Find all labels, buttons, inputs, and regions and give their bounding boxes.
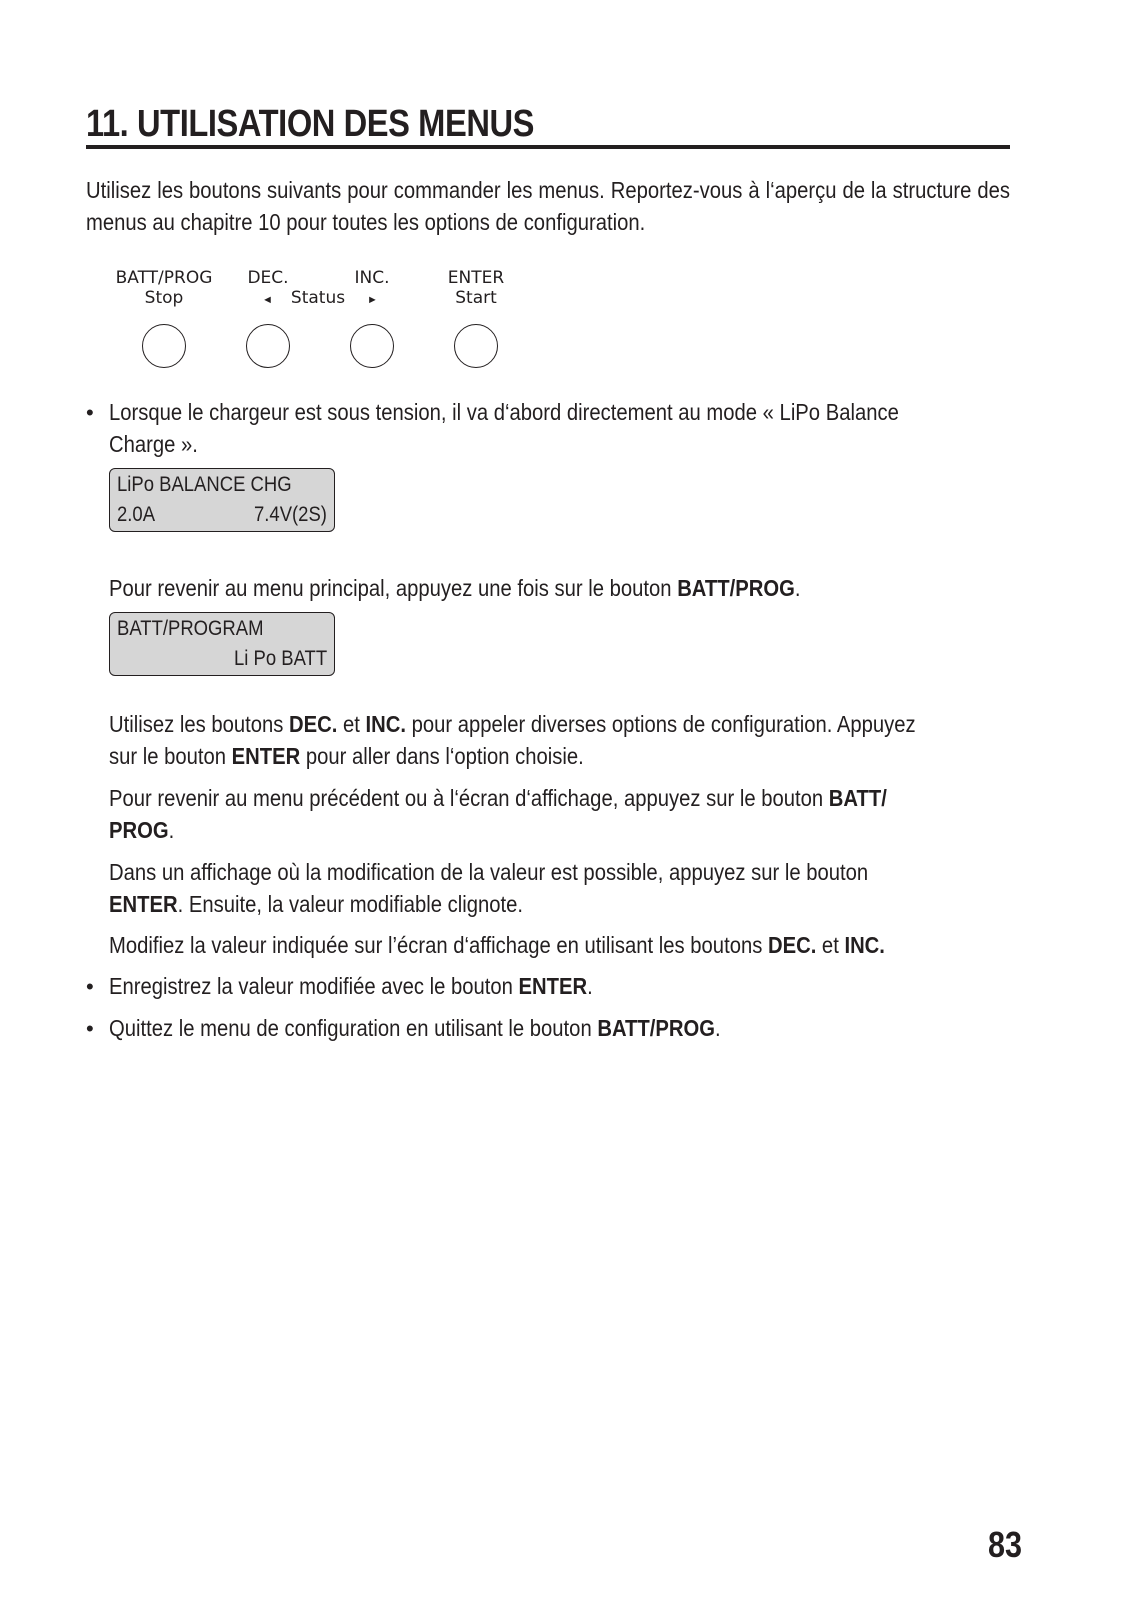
text-run-bold: INC. bbox=[365, 711, 406, 737]
lcd-line1: LiPo BALANCE CHG bbox=[117, 473, 292, 496]
paragraph-power-on bbox=[109, 396, 1007, 460]
text-run-bold: DEC. bbox=[289, 711, 338, 737]
paragraph-modify-value bbox=[109, 856, 1007, 920]
text-run: et bbox=[816, 932, 845, 958]
text-run: . bbox=[715, 1015, 721, 1041]
arrow-right-icon: ► bbox=[367, 294, 378, 306]
text-run: Pour revenir au menu principal, appuyez une fois sur le bouton bbox=[109, 575, 678, 601]
dec-button[interactable] bbox=[246, 324, 290, 368]
text-run: Dans un affichage où la modification de la valeur est possible, appuyez sur le bouton bbox=[109, 859, 869, 885]
inc-button[interactable] bbox=[350, 324, 394, 368]
paragraph-line: Charge ». bbox=[109, 431, 198, 457]
enter-button[interactable] bbox=[454, 324, 498, 368]
text-run: . bbox=[587, 973, 593, 999]
bullet: • bbox=[86, 974, 94, 999]
text-run: Modifiez la valeur indiquée sur l’écran d‘affichage en utilisant les boutons bbox=[109, 932, 768, 958]
text-run: Utilisez les boutons bbox=[109, 711, 290, 737]
text-run-bold: ENTER bbox=[231, 743, 301, 769]
text-run: pour appeler diverses options de configuration. Appuyez bbox=[405, 711, 916, 737]
text-run-bold: INC. bbox=[844, 932, 885, 958]
start-label: Start bbox=[455, 288, 497, 308]
title-rule bbox=[86, 145, 1010, 149]
intro-paragraph: Utilisez les boutons suivants pour commander les menus. Reportez-vous à l‘aperçu de la structure des menus au chapitre 10 pour toutes les options de configuration. bbox=[86, 177, 1010, 235]
paragraph-line: Lorsque le chargeur est sous tension, il va d‘abord directement au mode « LiPo Balance bbox=[109, 399, 899, 425]
text-run-bold: BATT/PROG bbox=[597, 1015, 716, 1041]
text-run-bold: PROG bbox=[109, 817, 169, 843]
text-run: . Ensuite, la valeur modifiable clignote. bbox=[177, 891, 523, 917]
bullet: • bbox=[86, 400, 94, 425]
text-run: . bbox=[794, 575, 801, 601]
text-run: Pour revenir au menu précédent ou à l‘écran d‘affichage, appuyez sur le bouton bbox=[109, 785, 829, 811]
lcd-line2: Li Po BATT bbox=[234, 647, 328, 670]
page-number: 83 bbox=[988, 1524, 1023, 1565]
lcd-display-balance-charge bbox=[109, 468, 335, 532]
lcd-display-batt-program bbox=[109, 612, 335, 676]
enter-label: ENTER bbox=[447, 268, 505, 288]
lcd-current: 2.0A bbox=[117, 503, 156, 526]
paragraph-return-main-menu bbox=[109, 572, 1007, 604]
bullet: • bbox=[86, 1016, 94, 1041]
text-run-bold: ENTER bbox=[109, 891, 178, 917]
text-run: et bbox=[337, 711, 366, 737]
paragraph-change-value bbox=[109, 929, 1007, 961]
paragraph-dec-inc bbox=[109, 708, 1007, 772]
paragraph-quit-menu bbox=[109, 1012, 1007, 1044]
lcd-line1: BATT/PROGRAM bbox=[117, 617, 264, 640]
page-title: 11. UTILISATION DES MENUS bbox=[86, 103, 535, 145]
text-run: Quittez le menu de configuration en utilisant le bouton bbox=[109, 1015, 598, 1041]
inc-label: INC. bbox=[354, 268, 390, 288]
text-run-bold: DEC. bbox=[767, 932, 817, 958]
text-run-bold: BATT/PROG bbox=[677, 575, 795, 601]
status-label: Status bbox=[290, 288, 346, 308]
arrow-left-icon: ◄ bbox=[262, 294, 273, 306]
stop-label: Stop bbox=[144, 288, 184, 308]
text-run-bold: ENTER bbox=[518, 973, 588, 999]
paragraph-save-value bbox=[109, 970, 1007, 1002]
text-run-bold: BATT/ bbox=[828, 785, 887, 811]
text-run: sur le bouton bbox=[109, 743, 232, 769]
batt-prog-label: BATT/PROG bbox=[115, 268, 213, 288]
batt-prog-button[interactable] bbox=[142, 324, 186, 368]
text-run: Enregistrez la valeur modifiée avec le bouton bbox=[109, 973, 519, 999]
lcd-voltage: 7.4V(2S) bbox=[254, 503, 327, 526]
text-run: pour aller dans l‘option choisie. bbox=[300, 743, 584, 769]
text-run: . bbox=[168, 817, 175, 843]
dec-label: DEC. bbox=[247, 268, 289, 288]
paragraph-return-previous bbox=[109, 782, 1007, 846]
